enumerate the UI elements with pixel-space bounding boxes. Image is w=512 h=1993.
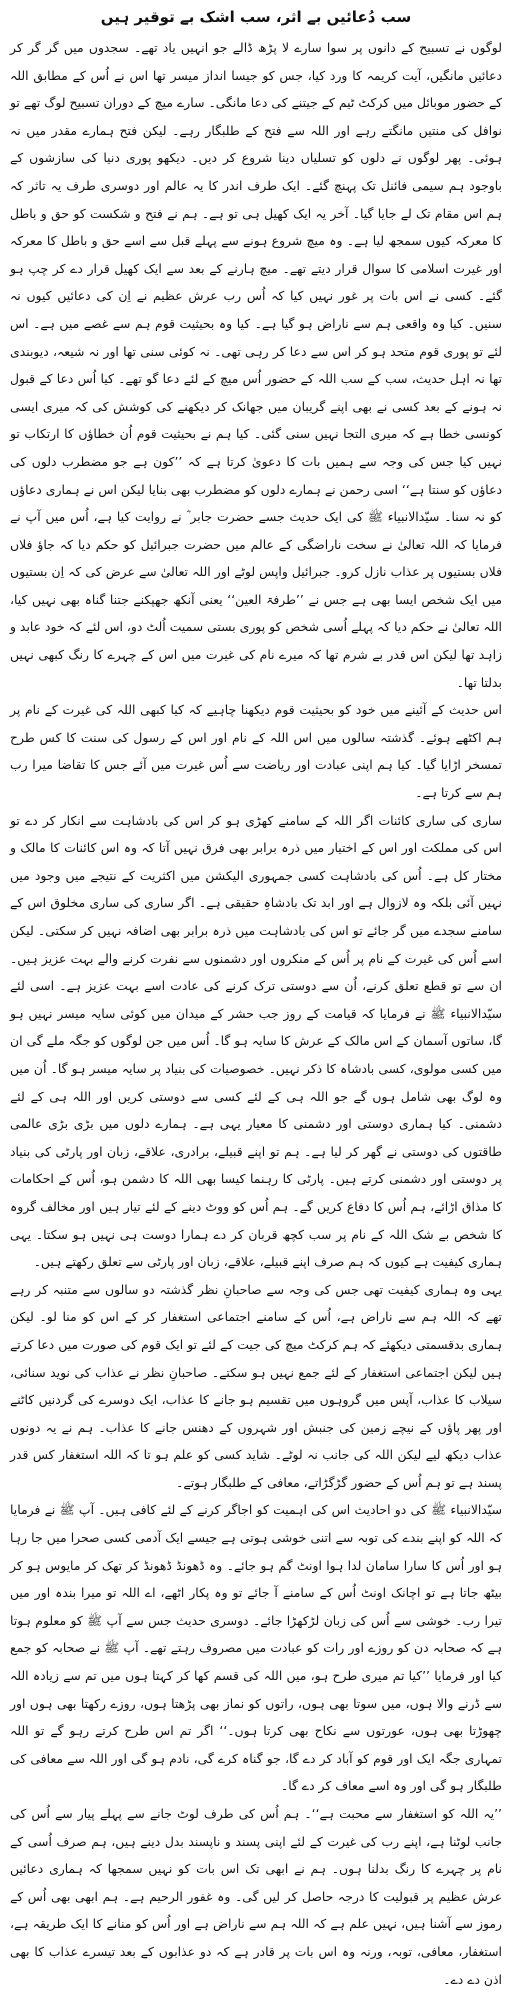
paragraph: سیّدالانبیاء ﷺ کی دو احادیث اس کی اہمیت کو اجاگر کرنے کے لئے کافی ہیں۔ آپ ﷺ نے فرمایا کہ اللہ کو اپنے بندے کی توبہ سے اتنی خوشی ہوتی ہے جیسے ایک آدمی کسی صحرا میں جا رہا ہو اور اُس کا سارا سامان لدا ہوا اونٹ گم ہو جائے۔ وہ ڈھونڈ ڈھونڈ کر تھک کر مایوس ہو کر بیٹھ جاتا ہے تو اچانک اونٹ اُس کے سامنے آ جائے تو وہ پکار اٹھے، اے اللہ تو میرا بندہ اور میں تیرا رب۔ خوشی سے اُس کی زبان لڑکھڑا جائے۔ دوسری حدیث جس سے آپ ﷺ کو معلوم ہوتا ہے کہ صحابہ دن کو روزے اور رات کو عبادت میں مصروف رہتے تھے۔ آپ ﷺ نے صحابہ کو جمع کیا اور فرمایا ’’کیا تم میری طرح ہو، میں اللہ کی قسم کھا کر کہتا ہوں میں تم سے زیادہ اللہ سے ڈرنے والا ہوں، میں سوتا بھی ہوں، راتوں کو نماز بھی پڑھتا ہوں، روزے رکھتا بھی ہوں اور چھوڑتا بھی ہوں، عورتوں سے نکاح بھی کرتا ہوں۔‘‘ اگر تم اس طرح کرتے رہو گے تو اللہ تمہاری جگہ ایک اور قوم کو آباد کر دے گا، جو گناہ کرے گی، نادم ہو گی اور اللہ سے معافی کی طلبگار ہو گی اور وہ اسے معاف کر دے گا۔ — [10, 1502, 502, 1794]
paragraph: ساری کی ساری کائنات اگر اللہ کے سامنے کھڑی ہو کر اس کی بادشاہت سے انکار کر دے تو اس کی مملکت اور اس کے اختیار میں ذرہ برابر بھی فرق نہیں آتا کہ وہ اس کائنات کا مالک و مختار کل ہے۔ اُس کی بادشاہت کسی جمہوری الیکشن میں اکثریت کے نتیجے میں وجود میں نہیں آئی بلکہ وہ لازوال ہے اور ابد تک بادشاہِ حقیقی ہے۔ اگر ساری کی ساری مخلوق اس کے سامنے سجدے میں گر جائے تو اس کی بادشاہت میں ذرہ برابر بھی اضافہ نہیں کر سکتی۔ لیکن اسے اُس کی غیرت کے نام پر اُس کے منکروں اور دشمنوں سے نفرت کرنے والے بہت عزیز ہیں۔ ان سے تو قطع تعلق کرنے، اُن سے دوستی ترک کرنے کی عادت اسے بہت عزیز ہے۔ اسی لئے سیّدالانبیاء ﷺ نے فرمایا کہ قیامت کے روز جب حشر کے میدان میں کوئی سایہ میسر نہیں ہو گا، ساتوں آسمان کے اس مالک کے عرش کا سایہ ہو گا۔ اُس میں جن لوگوں کو جگہ ملے گی ان میں کسی مولوی، کسی بادشاہ کا ذکر نہیں۔ خصوصیات کی بنیاد پر سایہ میسر ہو گا۔ اُن میں وہ لوگ بھی شامل ہوں گے جو اللہ ہی کے لئے کسی سے دوستی کریں اور اللہ ہی کے لئے دشمنی۔ کیا ہماری دوستی اور دشمنی کا معیار یہی ہے۔ ہمارے دلوں میں بڑی بڑی عالمی طاقتوں کی دوستی نے گھر کر لیا ہے۔ ہم تو اپنے قبیلے، برادری، علاقے، زبان اور پارٹی کی بنیاد پر دوستی اور دشمنی کرتے ہیں۔ پارٹی کا رہنما کیسا بھی اللہ کا دشمن ہو، اُس کے احکامات کا مذاق اڑائے، ہم اُس کا دفاع کریں گے۔ ہم اُس کو ووٹ دینے کے لئے تیار ہیں اور مخالف گروہ کا شخص بے شک اللہ کے نام پر سب کچھ قربان کر دے ہمارا دوست ہی نہیں ہو سکتا۔ یہی ہماری کیفیت ہے کیوں کہ ہم صرف اپنے قبیلے، علاقے، زبان اور پارٹی سے تعلق رکھتے ہیں۔ — [10, 812, 502, 1270]
paragraph: یہی وہ ہماری کیفیت تھی جس کی وجہ سے صاحبانِ نظر گذشتہ دو سالوں سے متنبہ کر رہے تھے کہ اللہ ہم سے ناراض ہے، اُس کے سامنے اجتماعی استغفار کر کے اس کو منا لو۔ لیکن ہماری بدقسمتی دیکھئے کہ ہم کرکٹ میچ کی جیت کے لئے تو ایک قوم کی صورت میں دعا کرتے ہیں لیکن اجتماعی استغفار کے لئے جمع نہیں ہو سکتے۔ صاحبانِ نظر نے عذاب کی نوید سنائی، سیلاب کا عذاب، آپس میں گروہوں میں تقسیم ہو جانے کا عذاب، ایک دوسرے کی گردنیں کاٹنے اور پھر پاؤں کے نیچے زمین کی جنبش اور شہروں کے دھنس جانے کا عذاب۔ ہم نے یہ دونوں عذاب دیکھ لیے لیکن اللہ کی جانب نہ لوٹے۔ شاید کسی کو علم ہو تا کہ اللہ استغفار کس قدر پسند ہے تو ہم اُس کے حضور گڑگڑاتے، معافی کے طلبگار ہوتے۔ — [10, 1281, 502, 1490]
paragraph: ’’یہ اللہ کو استغفار سے محبت ہے‘‘۔ ہم اُس کی طرف لوٹ جانے سے پہلے پیار سے اُس کی جانب لوٹنا ہے، اپنے رب کی غیرت کے لئے اپنی پسند و ناپسند بدل دینے ہیں، ہم صرف اُسی کے نام پر چہرے کا رنگ بدلنا ہوں۔ ہم نے ابھی تک اس بات کو نہیں سمجھا کہ ہماری دعائیں عرش عظیم پر قبولیت کا درجہ حاصل کر لیں گی۔ وہ غفور الرحیم ہے۔ ہم ابھی بھی اُس کے رموز سے آشنا ہیں، نہیں علم ہے کہ اللہ ہم سے ناراض ہے اور اُس کو منانے کا ایک طریقہ ہے، استغفار، معافی، توبہ، ورنہ وہ اس بات پر قادر ہے کہ دو عذابوں کے بعد تیسرے عذاب کا بھی اذن دے دے۔ — [10, 1806, 502, 1987]
headline: سب دُعائیں بے اثر، سب اشک بے توقیر ہیں — [100, 8, 412, 26]
paragraph: اس حدیث کے آئینے میں خود کو بحیثیت قوم دیکھنا چاہیے کہ کیا کبھی اللہ کی غیرت کے نام پر ہم اکٹھے ہوئے۔ گذشتہ سالوں میں اس اللہ کے نام اور اس کے رسول کی سنت کا کس طرح تمسخر اڑایا گیا۔ کیا ہم اپنی عبادت اور ریاضت سے اُس غیرت میں آئے جس کا تقاضا میرا رب ہم سے کرتا ہے۔ — [10, 702, 502, 801]
article-body — [10, 34, 502, 1993]
paragraph: لوگوں نے تسبیح کے دانوں پر سوا سارے لا پڑھ ڈالے جو انہیں یاد تھے۔ سجدوں میں گر گر کر دعائیں مانگیں، آیت کریمہ کا ورد کیا، جس کو جیسا انداز میسر تھا اس نے اُس کے مطابق اللہ کے حضور موبائل میں کرکٹ ٹیم کے جیتنے کی دعا مانگی۔ سارے میچ کے دوران تسبیح لوگ تھے تو نوافل کی منتیں مانگتے رہے اور اللہ سے فتح کے طلبگار رہے۔ لیکن فتح ہمارے مقدر میں نہ ہوئی۔ پھر لوگوں نے دلوں کو تسلیاں دینا شروع کر دیں۔ دیکھو پوری دنیا کی سازشوں کے باوجود ہم سیمی فائنل تک پہنچ گئے۔ ایک طرف اندر کا یہ عالم اور دوسری طرف یہ تاثر کہ ہم اس مقام تک لے جایا گیا۔ آخر یہ ایک کھیل ہی تو ہے۔ ہم نے فتح و شکست کو حق و باطل کا معرکہ کیوں سمجھ لیا ہے۔ وہ میچ شروع ہونے سے پہلے قبل سے اسے حق و باطل کا معرکہ اور غیرت اسلامی کا سوال قرار دیتے تھے۔ میچ ہارنے کے بعد سے ایک کھیل قرار دے کر چپ ہو گئے۔ کسی نے اس بات پر غور نہیں کیا کہ اُس رب عرش عظیم نے اِن کی دعائیں کیوں نہ سنیں۔ کیا وہ واقعی ہم سے ناراض ہو گیا ہے۔ کیا وہ بحیثیت قوم ہم سے غصے میں ہے۔ اس لئے تو پوری قوم متحد ہو کر اس سے دعا کر رہی تھی۔ نہ کوئی سنی تھا اور نہ شیعہ، دیوبندی تھا نہ اہل حدیث، سب کے سب اللہ کے حضور اُس میچ کے لئے دعا گو تھے۔ کیا اُس دعا کے قبول نہ ہونے کے بعد کسی نے بھی اپنے گریبان میں جھانک کر دیکھنے کی کوشش کی کہ میری ایسی کونسی خطا ہے کہ میری التجا نہیں سنی گئی۔ کیا ہم نے بحیثیت قوم اُن خطاؤں کا ارتکاب تو نہیں کیا جس کی وجہ سے ہمیں بات کا دعویٰ کرتا ہے کہ ’’کون ہے جو مضطرب دلوں کی دعاؤں کو سنتا ہے‘‘ اسی رحمن نے ہمارے دلوں کو مضطرب بھی بنایا لیکن اس نے ہماری دعاؤں کو نہ سنا۔ سیّدالانبیاء ﷺ کی ایک حدیث جسے حضرت جابر ؓ نے روایت کیا ہے، اُس میں آپ نے فرمایا کہ اللہ تعالیٰ نے سخت ناراضگی کے عالم میں حضرت جبرائیل کو حکم دیا کہ جاؤ فلاں فلاں بستیوں پر عذاب نازل کرو۔ جبرائیل واپس لوٹے اور اللہ تعالیٰ سے عرض کی کہ اِن بستیوں میں ایک شخص ایسا بھی ہے جس نے ’’طرفۃ العین‘‘ یعنی آنکھ جھپکنے جتنا گناہ بھی نہیں کیا، اللہ تعالیٰ نے حکم دیا کہ پہلے اُسی شخص کو پوری بستی سمیت اُلٹ دو، اس لئے کہ خود عابد و زاہد تھا لیکن اس قدر بے شرم تھا کہ میرے نام کی غیرت میں اس کے چہرے کا رنگ کبھی نہیں بدلتا تھا۔ — [10, 40, 502, 690]
